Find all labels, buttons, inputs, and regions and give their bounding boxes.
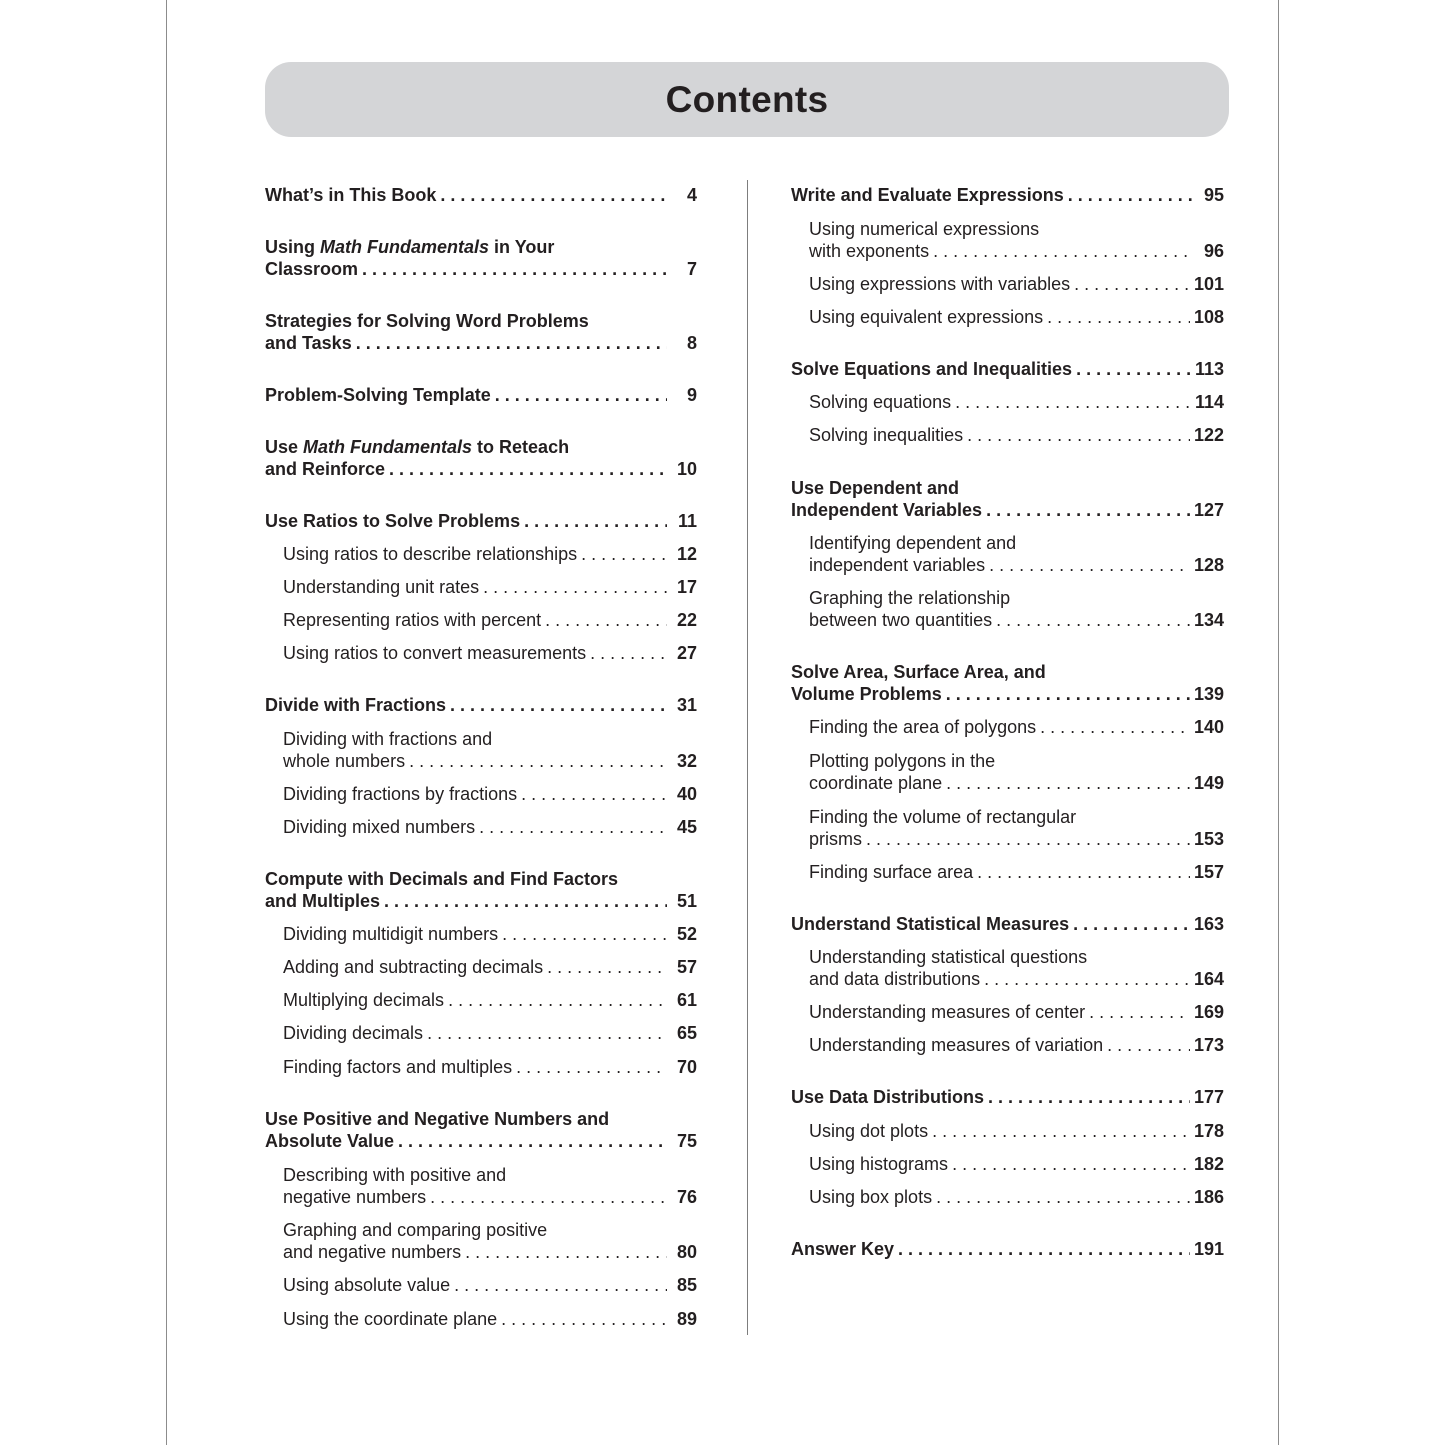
- toc-entry-row: [809, 861, 1224, 884]
- toc-entry-title: Understanding unit rates: [283, 577, 480, 597]
- toc-entry-page-number: 75: [676, 1131, 697, 1151]
- toc-entry: [265, 609, 697, 632]
- toc-entry-title: Solve Equations and Inequalities: [791, 359, 1073, 379]
- dot-leader: [362, 258, 667, 281]
- toc-entry-row: [791, 1086, 1224, 1109]
- toc-entry-title: Understanding measures of variation: [809, 1035, 1104, 1055]
- title-banner: [265, 62, 1229, 137]
- toc-entry-page-number: 70: [676, 1057, 697, 1077]
- dot-leader: [389, 458, 667, 481]
- toc-entry-row: [809, 1120, 1224, 1143]
- toc-entry-title-line1: Describing with positive and: [283, 1164, 507, 1185]
- toc-entry-title: Using expressions with variables: [809, 274, 1071, 294]
- toc-entry-row: [809, 273, 1224, 296]
- toc-entry: [265, 1164, 697, 1209]
- toc-entry: [265, 989, 697, 1012]
- toc-entry-row: [265, 458, 697, 481]
- toc-entry: [791, 391, 1224, 414]
- toc-entry-page-number: 177: [1193, 1087, 1224, 1107]
- toc-entry-row: [283, 642, 697, 665]
- column-divider: [747, 180, 748, 1335]
- toc-entry-row: [809, 306, 1224, 329]
- toc-entry: [791, 273, 1224, 296]
- toc-entry-title-line1: Use Dependent and: [791, 477, 960, 498]
- toc-entry-title: Using absolute value: [283, 1275, 451, 1295]
- toc-entry: [265, 1219, 697, 1264]
- dot-leader: [946, 772, 1190, 795]
- toc-entry-row: [265, 1130, 697, 1153]
- dot-leader: [989, 554, 1190, 577]
- toc-entry-title: Adding and subtracting decimals: [283, 957, 544, 977]
- dot-leader: [448, 989, 667, 1012]
- toc-entry: [791, 532, 1224, 577]
- toc-entry-page-number: 61: [676, 990, 697, 1010]
- dot-leader: [936, 1186, 1190, 1209]
- toc-entry-title: Understand Statistical Measures: [791, 914, 1070, 934]
- toc-entry-page-number: 89: [676, 1309, 697, 1329]
- toc-entry-title-line1: Graphing the relationship: [809, 587, 1011, 608]
- toc-entry-title: Classroom: [265, 259, 359, 279]
- toc-entry-title: What’s in This Book: [265, 185, 437, 205]
- toc-entry: [791, 913, 1224, 936]
- toc-entry-row: [809, 828, 1224, 851]
- toc-entry-title-line1: Plotting polygons in the: [809, 750, 996, 771]
- dot-leader: [465, 1241, 667, 1264]
- dot-leader: [1089, 1001, 1190, 1024]
- toc-entry-page-number: 191: [1193, 1239, 1224, 1259]
- toc-entry-page-number: 27: [676, 643, 697, 663]
- toc-entry-page-number: 113: [1194, 359, 1224, 379]
- toc-entry-page-number: 9: [686, 385, 697, 405]
- toc-entry-page-number: 85: [676, 1275, 697, 1295]
- toc-entry-row: [283, 576, 697, 599]
- toc-entry-title: Using ratios to convert measurements: [283, 643, 587, 663]
- toc-entry: [791, 1186, 1224, 1209]
- dot-leader: [977, 861, 1190, 884]
- toc-entry-row: [809, 424, 1224, 447]
- toc-entry-row: [809, 1034, 1224, 1057]
- toc-entry: [791, 1034, 1224, 1057]
- dot-leader: [398, 1130, 667, 1153]
- toc-entry-row: [283, 923, 697, 946]
- dot-leader: [440, 184, 667, 207]
- toc-entry-page-number: 169: [1193, 1002, 1224, 1022]
- toc-entry: [265, 868, 697, 913]
- toc-entry-title-line1: Solve Area, Surface Area, and: [791, 661, 1046, 682]
- toc-entry: [265, 816, 697, 839]
- toc-entry-row: [809, 240, 1224, 263]
- dot-leader: [502, 923, 667, 946]
- toc-entry-page-number: 40: [676, 784, 697, 804]
- dot-leader: [501, 1308, 667, 1331]
- toc-entry-title-line1: Dividing with fractions and: [283, 728, 493, 749]
- toc-entry: [791, 218, 1224, 263]
- dot-leader: [1073, 913, 1190, 936]
- toc-entry-page-number: 182: [1193, 1154, 1224, 1174]
- dot-leader: [384, 890, 667, 913]
- toc-entry: [791, 946, 1224, 991]
- dot-leader: [952, 1153, 1190, 1176]
- toc-entry-row: [283, 1022, 697, 1045]
- toc-entry: [265, 310, 697, 355]
- toc-entry: [791, 1120, 1224, 1143]
- dot-leader: [967, 424, 1190, 447]
- toc-entry-title-line1: Compute with Decimals and Find Factors: [265, 868, 619, 889]
- toc-entry-page-number: 122: [1193, 425, 1224, 445]
- toc-entry-page-number: 65: [676, 1023, 697, 1043]
- toc-entry-page-number: 127: [1193, 500, 1224, 520]
- toc-entry-row: [265, 694, 697, 717]
- toc-entry-row: [265, 510, 697, 533]
- dot-leader: [1107, 1034, 1190, 1057]
- toc-entry-row: [809, 716, 1224, 739]
- dot-leader: [427, 1022, 667, 1045]
- toc-entry: [265, 436, 697, 481]
- toc-entry-page-number: 80: [676, 1242, 697, 1262]
- toc-entry-row: [283, 1241, 697, 1264]
- toc-entry-row: [809, 1153, 1224, 1176]
- dot-leader: [524, 510, 667, 533]
- toc-entry-page-number: 32: [676, 751, 697, 771]
- toc-entry-row: [809, 391, 1224, 414]
- toc-entry: [791, 358, 1224, 381]
- toc-entry-page-number: 22: [676, 610, 697, 630]
- toc-entry-row: [283, 1308, 697, 1331]
- toc-entry: [791, 1086, 1224, 1109]
- dot-leader: [1040, 716, 1190, 739]
- toc-entry-row: [265, 332, 697, 355]
- toc-entry: [791, 861, 1224, 884]
- toc-entry-page-number: 11: [677, 511, 697, 531]
- toc-entry-page-number: 164: [1193, 969, 1224, 989]
- toc-entry-title: Dividing mixed numbers: [283, 817, 476, 837]
- page-edge-left: [166, 0, 167, 1445]
- toc-entry: [791, 750, 1224, 795]
- dot-leader: [430, 1186, 667, 1209]
- toc-entry-row: [809, 968, 1224, 991]
- toc-entry-page-number: 163: [1193, 914, 1224, 934]
- toc-entry-title: whole numbers: [283, 751, 406, 771]
- toc-entry-page-number: 17: [676, 577, 697, 597]
- dot-leader: [483, 576, 667, 599]
- toc-entry-page-number: 31: [676, 695, 697, 715]
- toc-entry-page-number: 149: [1193, 773, 1224, 793]
- toc-entry-page-number: 96: [1203, 241, 1224, 261]
- toc-entry-title-line1: Graphing and comparing positive: [283, 1219, 548, 1240]
- toc-entry-title: Finding factors and multiples: [283, 1057, 513, 1077]
- toc-entry: [265, 956, 697, 979]
- toc-entry-row: [265, 890, 697, 913]
- toc-entry: [791, 1153, 1224, 1176]
- toc-entry-row: [791, 358, 1224, 381]
- dot-leader: [590, 642, 667, 665]
- toc-entry-title: Divide with Fractions: [265, 695, 447, 715]
- toc-entry: [265, 923, 697, 946]
- toc-entry-title: negative numbers: [283, 1187, 427, 1207]
- dot-leader: [988, 1086, 1190, 1109]
- toc-entry-page-number: 101: [1193, 274, 1224, 294]
- toc-entry-title: Using equivalent expressions: [809, 307, 1044, 327]
- toc-entry: [265, 1108, 697, 1153]
- toc-entry-page-number: 178: [1193, 1121, 1224, 1141]
- toc-entry: [791, 587, 1224, 632]
- toc-entry-title-line1: Understanding statistical questions: [809, 946, 1088, 967]
- toc-entry: [265, 510, 697, 533]
- toc-entry-page-number: 153: [1193, 829, 1224, 849]
- toc-entry: [265, 1056, 697, 1079]
- toc-entry-row: [809, 1186, 1224, 1209]
- toc-entry-title-line1: Use Positive and Negative Numbers and: [265, 1108, 610, 1129]
- toc-entry-title: Dividing decimals: [283, 1023, 424, 1043]
- dot-leader: [409, 750, 667, 773]
- toc-entry-page-number: 10: [676, 459, 697, 479]
- toc-entry: [265, 694, 697, 717]
- toc-entry: [265, 384, 697, 407]
- toc-entry: [265, 1274, 697, 1297]
- toc-entry-title: Solving equations: [809, 392, 952, 412]
- toc-entry-page-number: 52: [676, 924, 697, 944]
- toc-entry: [265, 184, 697, 207]
- toc-entry-page-number: 51: [676, 891, 697, 911]
- toc-entry: [791, 184, 1224, 207]
- toc-entry-row: [283, 750, 697, 773]
- toc-entry-title-line1: Identifying dependent and: [809, 532, 1017, 553]
- toc-entry-title: Problem-Solving Template: [265, 385, 491, 405]
- toc-entry-page-number: 157: [1193, 862, 1224, 882]
- toc-entry-page-number: 57: [676, 957, 697, 977]
- toc-entry-row: [809, 772, 1224, 795]
- toc-entry-title: Absolute Value: [265, 1131, 395, 1151]
- toc-entry-row: [283, 1186, 697, 1209]
- toc-entry-row: [791, 683, 1224, 706]
- toc-entry-page-number: 134: [1193, 610, 1224, 630]
- dot-leader: [933, 240, 1194, 263]
- toc-entry-title: Using ratios to describe relationships: [283, 544, 578, 564]
- page-edge-right: [1278, 0, 1279, 1445]
- toc-entry: [265, 1022, 697, 1045]
- toc-entry-row: [809, 554, 1224, 577]
- toc-entry-row: [283, 609, 697, 632]
- toc-entry-page-number: 108: [1193, 307, 1224, 327]
- toc-entry-title: coordinate plane: [809, 773, 943, 793]
- toc-entry-row: [809, 609, 1224, 632]
- toc-entry-title-line1: Using Math Fundamentals in Your: [265, 236, 555, 257]
- toc-entry-row: [791, 1238, 1224, 1261]
- toc-entry-title: Representing ratios with percent: [283, 610, 542, 630]
- toc-entry: [791, 1238, 1224, 1261]
- toc-entry-title-line1: Using numerical expressions: [809, 218, 1040, 239]
- toc-entry-page-number: 7: [686, 259, 697, 279]
- toc-entry-page-number: 8: [686, 333, 697, 353]
- toc-entry: [265, 642, 697, 665]
- toc-entry-title: and Multiples: [265, 891, 381, 911]
- toc-entry-title: Dividing multidigit numbers: [283, 924, 499, 944]
- dot-leader: [1074, 273, 1190, 296]
- toc-entry: [791, 477, 1224, 522]
- toc-entry-row: [283, 989, 697, 1012]
- toc-entry-row: [265, 384, 697, 407]
- toc-entry: [791, 1001, 1224, 1024]
- toc-entry-row: [809, 1001, 1224, 1024]
- dot-leader: [1068, 184, 1194, 207]
- toc-entry: [791, 424, 1224, 447]
- dot-leader: [932, 1120, 1190, 1143]
- toc-entry: [791, 716, 1224, 739]
- toc-entry-row: [791, 184, 1224, 207]
- toc-entry-title: and negative numbers: [283, 1242, 462, 1262]
- toc-entry-row: [283, 1056, 697, 1079]
- dot-leader: [545, 609, 667, 632]
- toc-entry-title: with exponents: [809, 241, 930, 261]
- dot-leader: [495, 384, 667, 407]
- toc-entry-row: [265, 258, 697, 281]
- dot-leader: [516, 1056, 667, 1079]
- toc-entry: [791, 306, 1224, 329]
- toc-entry-title: Using dot plots: [809, 1121, 929, 1141]
- toc-entry-row: [791, 913, 1224, 936]
- toc-entry-page-number: 128: [1193, 555, 1224, 575]
- dot-leader: [866, 828, 1190, 851]
- toc-entry-title: between two quantities: [809, 610, 993, 630]
- dot-leader: [479, 816, 667, 839]
- toc-entry-row: [283, 1274, 697, 1297]
- toc-entry-title: Dividing fractions by fractions: [283, 784, 518, 804]
- toc-entry-title: Independent Variables: [791, 500, 983, 520]
- toc-entry-title: prisms: [809, 829, 862, 849]
- dot-leader: [547, 956, 667, 979]
- toc-entry-page-number: 140: [1193, 717, 1224, 737]
- toc-entry: [265, 543, 697, 566]
- toc-entry-row: [283, 956, 697, 979]
- toc-entry-title: Finding the area of polygons: [809, 717, 1037, 737]
- toc-entry-title: Understanding measures of center: [809, 1002, 1086, 1022]
- toc-entry-row: [283, 543, 697, 566]
- toc-entry-title: Use Ratios to Solve Problems: [265, 511, 521, 531]
- dot-leader: [986, 499, 1190, 522]
- dot-leader: [450, 694, 667, 717]
- dot-leader: [521, 783, 667, 806]
- dot-leader: [996, 609, 1190, 632]
- toc-entry-page-number: 45: [676, 817, 697, 837]
- toc-entry-title: and Tasks: [265, 333, 352, 353]
- toc-entry-page-number: 114: [1194, 392, 1224, 412]
- toc-entry-page-number: 139: [1193, 684, 1224, 704]
- toc-entry: [265, 236, 697, 281]
- toc-entry-title: Volume Problems: [791, 684, 942, 704]
- dot-leader: [581, 543, 667, 566]
- toc-entry: [265, 1308, 697, 1331]
- dot-leader: [984, 968, 1190, 991]
- toc-entry-page-number: 95: [1203, 185, 1224, 205]
- toc-entry-page-number: 76: [676, 1187, 697, 1207]
- toc-entry-title-line1: Strategies for Solving Word Problems: [265, 310, 589, 331]
- toc-entry-title: Write and Evaluate Expressions: [791, 185, 1064, 205]
- toc-entry-title: and Reinforce: [265, 459, 386, 479]
- toc-entry-title: and data distributions: [809, 969, 981, 989]
- toc-entry-row: [265, 184, 697, 207]
- toc-entry-title: Multiplying decimals: [283, 990, 445, 1010]
- toc-entry-page-number: 173: [1193, 1035, 1224, 1055]
- page-title: Contents: [665, 78, 829, 120]
- toc-entry-title: Use Data Distributions: [791, 1087, 985, 1107]
- toc-entry-title: Answer Key: [791, 1239, 895, 1259]
- toc-entry: [265, 576, 697, 599]
- toc-entry: [265, 728, 697, 773]
- dot-leader: [955, 391, 1191, 414]
- toc-entry-title-line1: Use Math Fundamentals to Reteach: [265, 436, 570, 457]
- toc-entry-title-line1: Finding the volume of rectangular: [809, 806, 1077, 827]
- toc-entry-title: Using histograms: [809, 1154, 949, 1174]
- toc-entry-row: [283, 816, 697, 839]
- toc-entry: [265, 783, 697, 806]
- dot-leader: [454, 1274, 667, 1297]
- toc-entry-page-number: 4: [686, 185, 697, 205]
- toc-entry-title: independent variables: [809, 555, 986, 575]
- toc-entry-title: Solving inequalities: [809, 425, 964, 445]
- toc-entry-title: Finding surface area: [809, 862, 974, 882]
- dot-leader: [1076, 358, 1191, 381]
- toc-entry-page-number: 186: [1193, 1187, 1224, 1207]
- toc-entry: [791, 661, 1224, 706]
- dot-leader: [356, 332, 667, 355]
- dot-leader: [1047, 306, 1190, 329]
- dot-leader: [946, 683, 1190, 706]
- toc-entry-title: Using box plots: [809, 1187, 933, 1207]
- toc-entry-page-number: 12: [676, 544, 697, 564]
- toc-entry-row: [283, 783, 697, 806]
- toc-entry-title: Using the coordinate plane: [283, 1309, 498, 1329]
- toc-entry-row: [791, 499, 1224, 522]
- dot-leader: [898, 1238, 1190, 1261]
- toc-entry: [791, 806, 1224, 851]
